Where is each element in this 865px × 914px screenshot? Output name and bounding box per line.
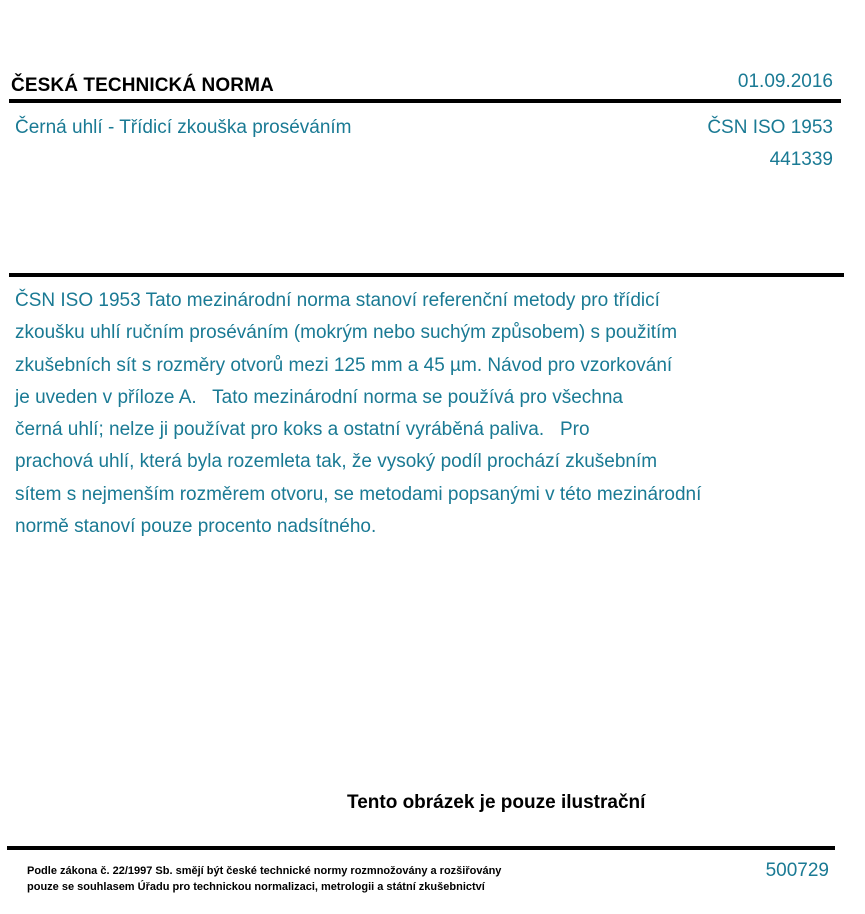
publication-date: 01.09.2016: [737, 71, 833, 92]
classification-number: 441339: [769, 149, 833, 170]
abstract-line: prachová uhlí, která byla rozemleta tak, že vysoký podíl prochází zkušebním: [15, 451, 658, 473]
legal-notice: [27, 863, 501, 895]
footer-divider: [7, 846, 835, 850]
legal-line: pouze se souhlasem Úřadu pro technickou normalizaci, metrologii a státní zkušebnictví: [27, 881, 485, 893]
standard-title: Černá uhlí - Třídicí zkouška proséváním: [15, 117, 352, 138]
abstract-line: sítem s nejmenším rozměrem otvoru, se metodami popsanými v této mezinárodní: [15, 483, 702, 505]
document-header-title: ČESKÁ TECHNICKÁ NORMA: [11, 75, 274, 96]
legal-line: Podle zákona č. 22/1997 Sb. smějí být české technické normy rozmnožovány a rozšiřovány: [27, 865, 502, 877]
section-divider: [9, 273, 844, 277]
abstract-line: zkoušku uhlí ručním proséváním (mokrým nebo suchým způsobem) s použitím: [15, 322, 678, 344]
abstract-text: [15, 285, 815, 543]
standard-code: ČSN ISO 1953: [707, 117, 833, 138]
abstract-line: je uveden v příloze A. Tato mezinárodní norma se používá pro všechna: [15, 386, 623, 408]
abstract-line: zkušebních sít s rozměry otvorů mezi 125 mm a 45 µm. Návod pro vzorkování: [15, 354, 673, 376]
illustration-notice: Tento obrázek je pouze ilustrační: [347, 792, 646, 813]
document-number: 500729: [765, 860, 829, 881]
abstract-line: ČSN ISO 1953 Tato mezinárodní norma stanoví referenční metody pro třídicí: [15, 290, 660, 311]
abstract-line: normě stanoví pouze procento nadsítného.: [15, 516, 377, 538]
abstract-line: černá uhlí; nelze ji používat pro koks a ostatní vyráběná paliva. Pro: [15, 419, 590, 441]
header-divider: [9, 99, 841, 103]
